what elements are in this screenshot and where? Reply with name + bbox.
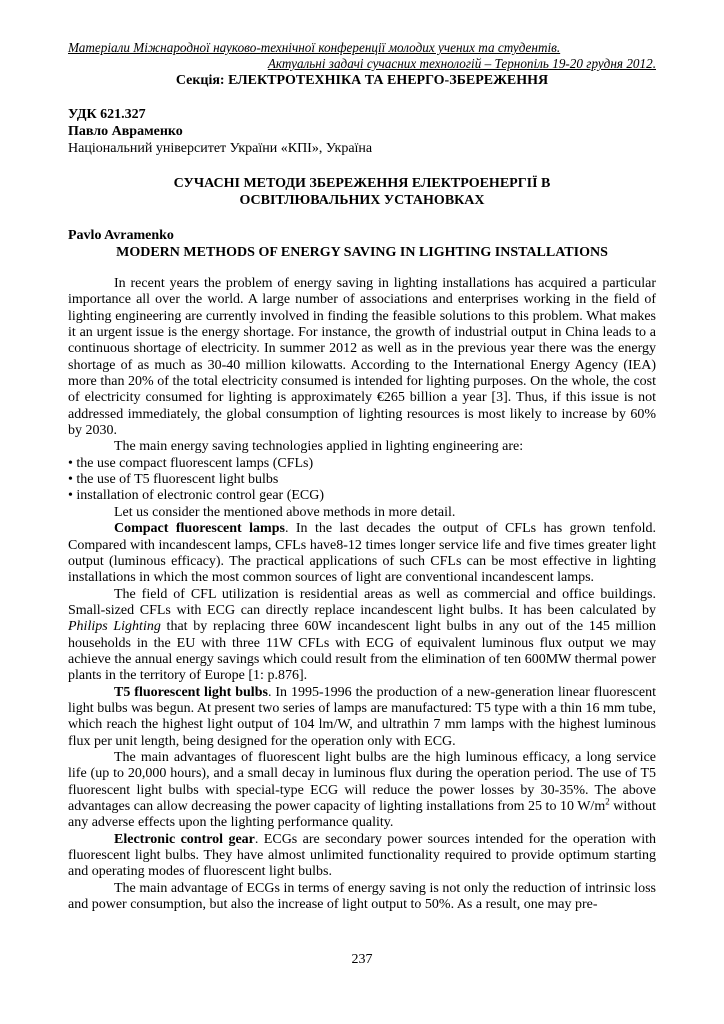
paragraph-consider: Let us consider the mentioned above methods in more detail. — [114, 504, 456, 520]
conference-header-line2: Актуальні задачі сучасних технологій – Тернопіль 19-20 грудня 2012. — [267, 56, 656, 71]
article-body — [68, 276, 656, 913]
page-number: 237 — [351, 952, 373, 967]
bullet-cfl: • the use compact fluorescent lamps (CFLs) — [68, 455, 314, 471]
paragraph-advantages — [68, 750, 656, 832]
superscript: 2 — [605, 796, 610, 807]
bullet-ecg: • installation of electronic control gear (ECG) — [68, 488, 325, 504]
ecg-text: . ECGs are secondary power sources intended for the operation with fluorescent light bulbs. They have almost unlimited functionality required to provide optimum starting and operating modes of fluorescent light bulbs. — [68, 831, 657, 880]
cfl-utilization-text-a: The field of CFL utilization is residential areas as well as commercial and office buildings. Small-sized CFLs with ECG can directly replace incandescent light bulbs. It has been calculated by — [68, 586, 656, 618]
paragraph-intro: In recent years the problem of energy saving in lighting installations has acquired a particular importance all over the world. A large number of associations and enterprises working in the field of lighting engineering are currently involved in finding the feasible solutions to this problem. What makes it an urgent issue is the energy shortage. For instance, the growth of industrial output in China leads to a continuous shortage of electricity. In summer 2012 as well as in the previous year there was the energy shortage of as much as 30-40 million kilowatts. According to the International Energy Agency (IEA) more than 20% of the total electricity consumed is intended for lighting purposes. On the whole, the cost of electricity consumed for lighting is approximately €265 billion a year [3]. Thus, if this issue is not addressed immediately, the global consumption of lighting resources is most likely to increase by 60% by 2030. — [68, 276, 656, 439]
t5-text: . In 1995-1996 the production of a new-generation linear fluorescent light bulbs was begun. At present two series of lamps are manufactured: T5 type with a thin 16 mm tube, which reach the highest light output of 104 lm/W, and ultrathin 7 mm lamps with the highest luminous flux per unit length, being designed for the operation only with ECG. — [68, 684, 657, 749]
bullet-t5: • the use of T5 fluorescent light bulbs — [68, 472, 279, 488]
article-meta — [68, 106, 656, 157]
author-affiliation: Національний університет України «КПІ», Україна — [68, 141, 373, 156]
author-name-uk: Павло Авраменко — [68, 124, 183, 139]
t5-heading: T5 fluorescent light bulbs — [114, 684, 268, 700]
author-name-en: Pavlo Avramenko — [68, 228, 174, 243]
paragraph-cfl-utilization — [68, 587, 656, 685]
advantages-text-a: The main advantages of fluorescent light bulbs are the high luminous efficacy, a long service life (up to 20,000 hours), and a small decay in luminous flux during the operation period. The use of T5 fluorescent light bulbs with special-type ECG will reduce the power losses by 30-35%. The above advantages can allow decreasing the power capacity of lighting installations from 25 to 10 W/m — [68, 749, 656, 814]
ecg-heading: Electronic control gear — [114, 831, 255, 847]
title-uk-line2: ОСВІТЛЮВАЛЬНИХ УСТАНОВКАХ — [239, 193, 485, 208]
title-uk-line1: СУЧАСНІ МЕТОДИ ЗБЕРЕЖЕННЯ ЕЛЕКТРОЕНЕРГІЇ В — [173, 176, 551, 191]
udk-code: УДК 621.327 — [68, 107, 146, 122]
advantages-text-b: without any adverse effects upon the lighting performance quality. — [68, 799, 657, 831]
cfl-utilization-text-b: that by replacing three 60W incandescent light bulbs in any out of the 145 million households in the EU with three 11W CFLs with ECG of equivalent luminous flux output we may achieve the annual energy savings which could result from the elimination of ten 600MW thermal power plants in the territory of Europe [1: p.876]. — [68, 619, 657, 684]
paragraph-ecg-advantage: The main advantage of ECGs in terms of energy saving is not only the reduction of intrinsic loss and power consumption, but also the increase of light output to 50%. As a result, one may pre- — [68, 880, 656, 913]
page — [68, 40, 656, 913]
paragraph-ecg — [68, 832, 656, 881]
cfl-heading: Compact fluorescent lamps — [114, 521, 285, 537]
philips-lighting: Philips Lighting — [68, 619, 161, 635]
section-title: Секція: ЕЛЕКТРОТЕХНІКА ТА ЕНЕРГО-ЗБЕРЕЖЕННЯ — [175, 73, 549, 88]
article-title-uk — [68, 175, 656, 209]
paragraph-cfl — [68, 521, 656, 586]
paragraph-t5 — [68, 685, 656, 750]
cfl-text: . In the last decades the output of CFLs has grown tenfold. Compared with incandescent lamps, CFLs have8-12 times longer service life and five times greater light output (luminous efficacy). The practical applications of such CFLs can be most effective in lighting installations in which the most common sources of light are conventional incandescent lamps. — [68, 521, 656, 586]
conference-header-line1: Матеріали Міжнародної науково-технічної конференції молодих учених та студентів. — [68, 40, 561, 55]
paragraph-technologies: The main energy saving technologies applied in lighting engineering are: — [114, 439, 524, 455]
article-title-en: MODERN METHODS OF ENERGY SAVING IN LIGHTING INSTALLATIONS — [116, 245, 608, 260]
